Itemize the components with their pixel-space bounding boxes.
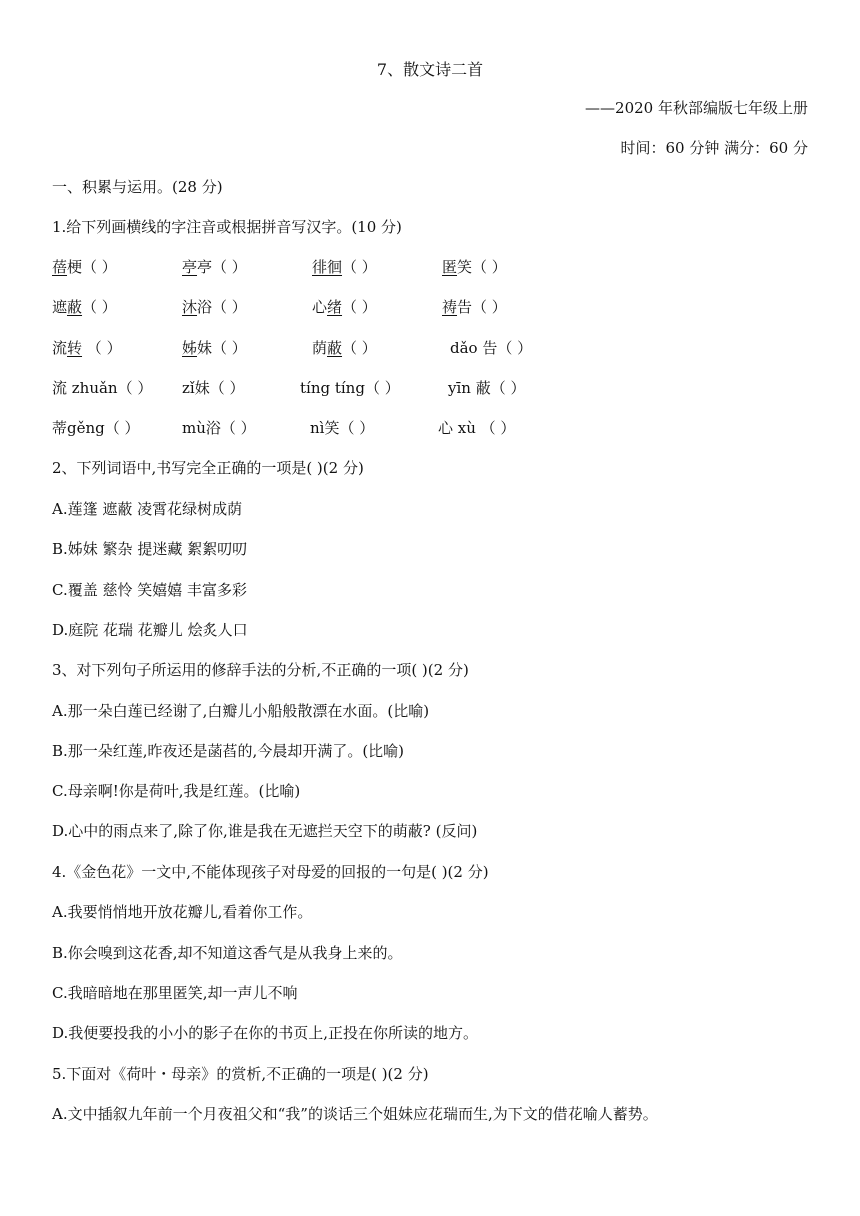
q2-option-b: B.姊妹 繁杂 提迷藏 絮絮叨叨 bbox=[52, 540, 248, 558]
item-text: 流 zhuǎn（ ） bbox=[52, 379, 153, 397]
q2-option-a: A.莲篷 遮蔽 凌霄花绿树成荫 bbox=[52, 500, 243, 518]
q1-item bbox=[450, 338, 532, 358]
q1-item bbox=[310, 418, 374, 438]
q2-option-c: C.覆盖 慈怜 笑嬉嬉 丰富多彩 bbox=[52, 581, 248, 599]
section-heading: 一、积累与运用。(28 分) bbox=[52, 178, 223, 196]
item-text: mù浴（ ） bbox=[182, 419, 256, 437]
underlined-char: 徘徊 bbox=[312, 258, 343, 276]
item-text: 笑（ ） bbox=[457, 258, 507, 276]
underlined-char: 祷 bbox=[442, 298, 458, 316]
item-text: 亭（ ） bbox=[197, 258, 247, 276]
item-text: yīn 蔽（ ） bbox=[448, 379, 526, 397]
q1-item bbox=[438, 418, 515, 438]
q1-item bbox=[442, 257, 507, 277]
q1-item bbox=[448, 378, 525, 398]
item-text: （ ） bbox=[82, 298, 117, 316]
page-subtitle: ——2020 年秋部编版七年级上册 bbox=[585, 99, 808, 117]
q1-item bbox=[312, 338, 377, 358]
q4-option-d: D.我便要投我的小小的影子在你的书页上,正投在你所读的地方。 bbox=[52, 1024, 479, 1042]
q1-item bbox=[52, 378, 152, 398]
underlined-char: 蔽 bbox=[327, 339, 343, 357]
q1-item bbox=[442, 297, 507, 317]
underlined-char: 蓓 bbox=[52, 258, 68, 276]
q1-item bbox=[52, 297, 117, 317]
q4-option-b: B.你会嗅到这花香,却不知道这香气是从我身上来的。 bbox=[52, 944, 403, 962]
q1-item bbox=[182, 418, 256, 438]
q1-item bbox=[312, 257, 377, 277]
item-text: 流 bbox=[52, 339, 68, 357]
item-text: 荫 bbox=[312, 339, 328, 357]
item-text: nì笑（ ） bbox=[310, 419, 375, 437]
item-text: 心 bbox=[312, 298, 328, 316]
item-text: 告（ ） bbox=[457, 298, 507, 316]
q1-item bbox=[300, 378, 400, 398]
q1-item bbox=[182, 297, 247, 317]
item-text: zǐ妹（ ） bbox=[182, 379, 245, 397]
page-title: 7、散文诗二首 bbox=[376, 60, 484, 79]
q1-item bbox=[52, 338, 122, 358]
item-text: （ ） bbox=[342, 258, 377, 276]
q1-item bbox=[312, 297, 377, 317]
item-text: （ ） bbox=[82, 339, 122, 357]
question-4-prompt: 4.《金色花》一文中,不能体现孩子对母爱的回报的一句是( )(2 分) bbox=[52, 863, 489, 881]
question-2-prompt: 2、下列词语中,书写完全正确的一项是( )(2 分) bbox=[52, 459, 364, 477]
item-text: tíng tíng（ ） bbox=[300, 379, 400, 397]
q3-option-d: D.心中的雨点来了,除了你,谁是我在无遮拦天空下的萌蔽? (反问) bbox=[52, 822, 478, 840]
item-text: dǎo 告（ ） bbox=[450, 339, 533, 357]
q3-option-a: A.那一朵白莲已经谢了,白瓣儿小船般散漂在水面。(比喻) bbox=[52, 702, 430, 720]
q3-option-b: B.那一朵红莲,昨夜还是菡萏的,今晨却开满了。(比喻) bbox=[52, 742, 405, 760]
q3-option-c: C.母亲啊!你是荷叶,我是红莲。(比喻) bbox=[52, 782, 301, 800]
item-text: 浴（ ） bbox=[197, 298, 247, 316]
underlined-char: 姊 bbox=[182, 339, 198, 357]
q1-item bbox=[182, 257, 247, 277]
q1-item bbox=[52, 418, 140, 438]
item-text: （ ） bbox=[342, 298, 377, 316]
q1-item bbox=[182, 338, 247, 358]
underlined-char: 绪 bbox=[327, 298, 343, 316]
q1-item bbox=[52, 257, 117, 277]
question-3-prompt: 3、对下列句子所运用的修辞手法的分析,不正确的一项( )(2 分) bbox=[52, 661, 469, 679]
q4-option-a: A.我要悄悄地开放花瓣儿,看着你工作。 bbox=[52, 903, 313, 921]
q5-option-a: A.文中插叙九年前一个月夜祖父和“我”的谈话三个姐妹应花瑞而生,为下文的借花喻人蓄势。 bbox=[52, 1105, 658, 1123]
underlined-char: 沐 bbox=[182, 298, 198, 316]
question-5-prompt: 5.下面对《荷叶・母亲》的赏析,不正确的一项是( )(2 分) bbox=[52, 1065, 429, 1083]
item-text: 梗（ ） bbox=[67, 258, 117, 276]
item-text: （ ） bbox=[342, 339, 377, 357]
underlined-char: 匿 bbox=[442, 258, 458, 276]
item-text: 遮 bbox=[52, 298, 68, 316]
item-text: 心 xù （ ） bbox=[438, 419, 516, 437]
time-info: 时间：60 分钟 满分：60 分 bbox=[620, 139, 808, 157]
underlined-char: 转 bbox=[67, 339, 83, 357]
item-text: 妹（ ） bbox=[197, 339, 247, 357]
underlined-char: 蔽 bbox=[67, 298, 83, 316]
q1-item bbox=[182, 378, 244, 398]
q4-option-c: C.我暗暗地在那里匿笑,却一声儿不响 bbox=[52, 984, 298, 1002]
question-1-prompt: 1.给下列画横线的字注音或根据拼音写汉字。(10 分) bbox=[52, 218, 402, 236]
q2-option-d: D.庭院 花瑞 花瓣儿 烩炙人口 bbox=[52, 621, 248, 639]
underlined-char: 亭 bbox=[182, 258, 198, 276]
item-text: 蒂gěng（ ） bbox=[52, 419, 140, 437]
